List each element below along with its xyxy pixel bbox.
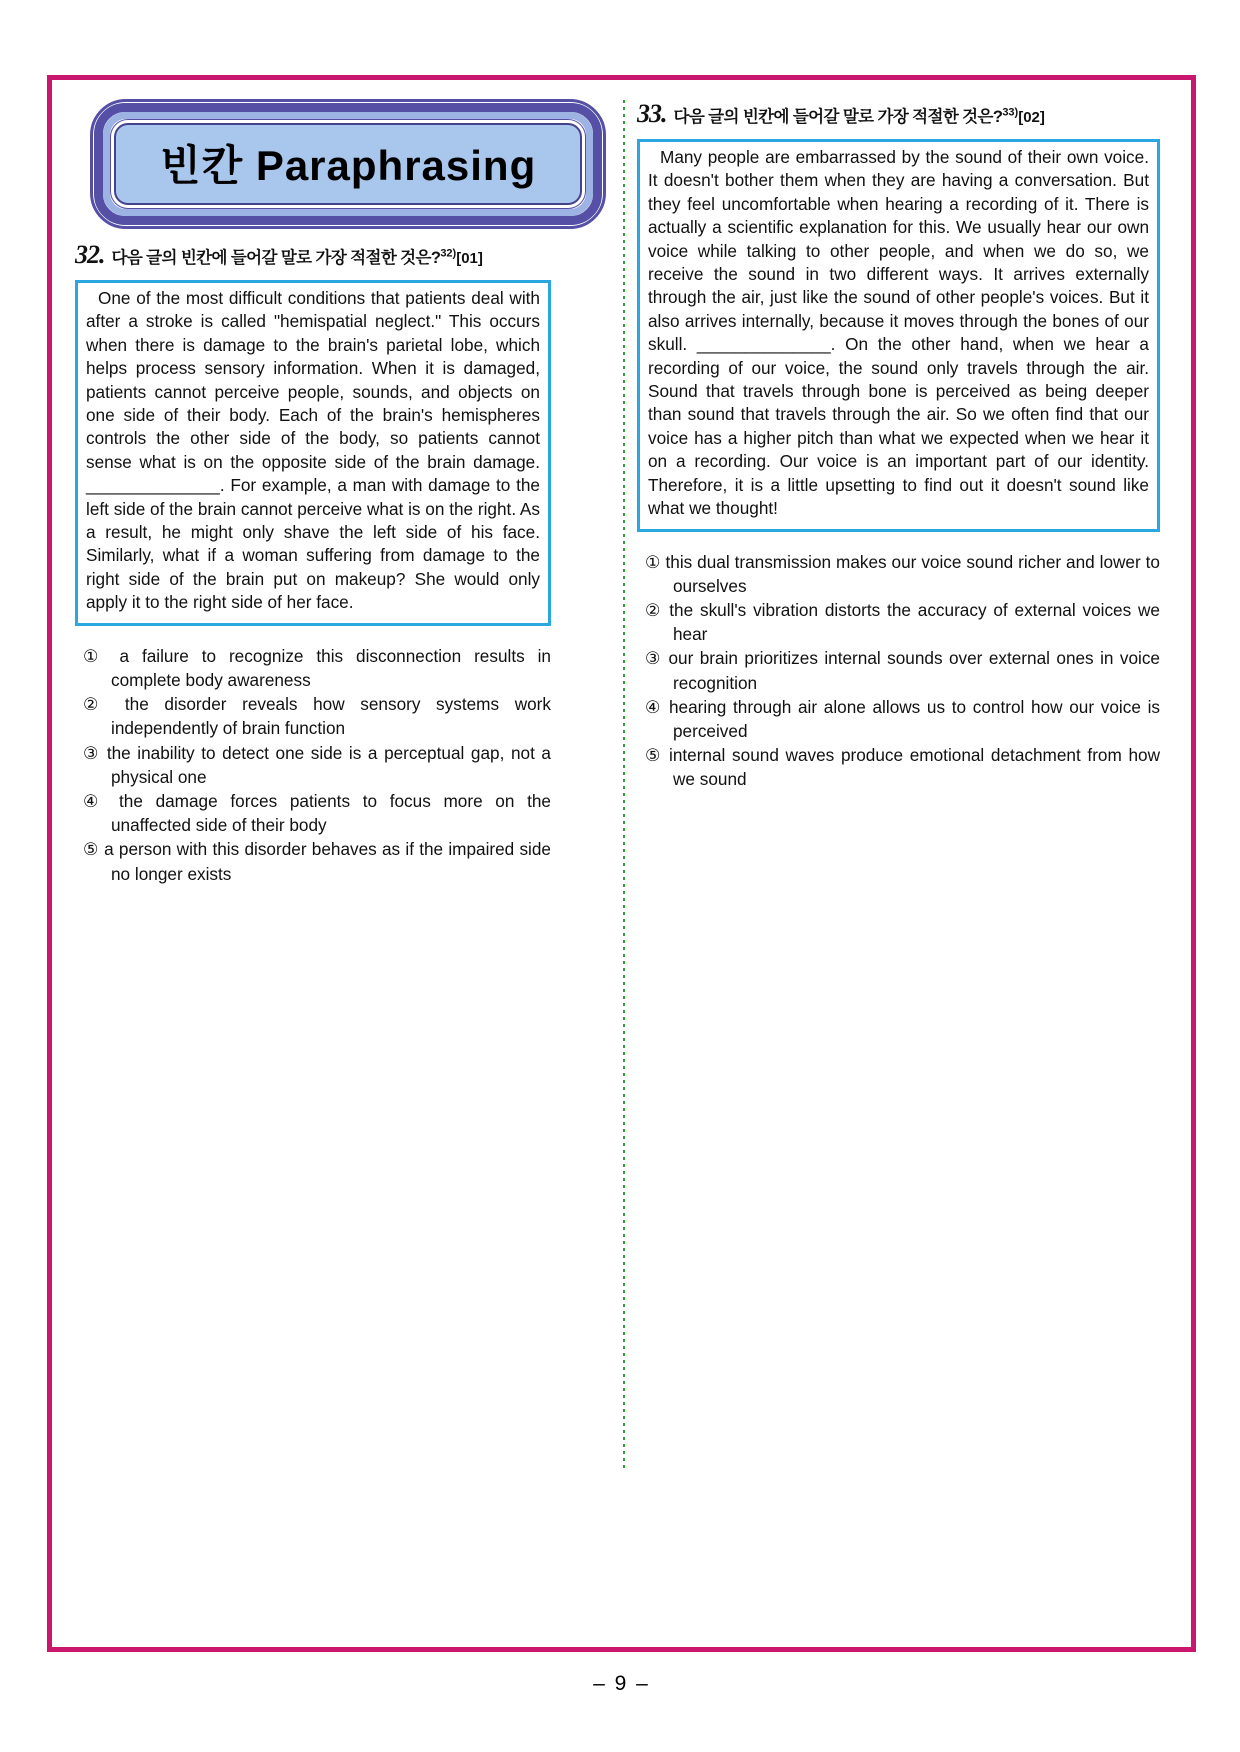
choice-item: [83, 692, 551, 740]
question-33-number: 33.: [637, 99, 667, 128]
question-33-source-tag: [02]: [1018, 109, 1045, 126]
question-33-passage-text: Many people are embarrassed by the sound of their own voice. It doesn't bother them when they are having a conversation. But they feel uncomfortable when hearing a recording of it. There is actually a scientific explanation for this. We usually hear our own voice while talking to other people, and when we do so, we receive the sound in two different ways. It arrives externally through the air, just like the sound of other people's voices. But it also arrives internally, because it moves through the bones of our skull. ______________. On the other hand, when we hear a recording of our voice, the sound only travels through the air. Sound that travels through bone is perceived as being deeper than sound that travels through the air. So we often find that our voice has a higher pitch than what we expected when we hear it on a recording. Our voice is an important part of our identity. Therefore, it is a little upsetting to find out it doesn't sound like what we thought!: [648, 147, 1149, 519]
question-32-source-tag: [01]: [456, 250, 483, 267]
choice-5-marker: ⑤: [645, 745, 663, 766]
choice-3-marker: ③: [83, 742, 101, 763]
choice-1-text: a failure to recognize this disconnection results in complete body awareness: [111, 645, 551, 690]
question-33-choices: [645, 550, 1160, 792]
choice-item: [645, 695, 1160, 743]
choice-4-text: hearing through air alone allows us to control how our voice is perceived: [669, 696, 1160, 741]
column-divider: [623, 100, 625, 1472]
page-title: 빈칸 Paraphrasing: [114, 123, 582, 205]
choice-1-marker: ①: [83, 645, 107, 666]
choice-item: [645, 598, 1160, 646]
choice-1-text: this dual transmission makes our voice sound richer and lower to ourselves: [665, 551, 1160, 596]
choice-item: [645, 743, 1160, 791]
choice-3-text: our brain prioritizes internal sounds over external ones in voice recognition: [668, 648, 1160, 693]
title-frame-thin: [110, 119, 586, 209]
question-32-prompt: 다음 글의 빈칸에 들어갈 말로 가장 적절한 것은?: [111, 249, 441, 267]
question-32-choices: [83, 644, 551, 886]
question-32-passage-text: One of the most difficult conditions that patients deal with after a stroke is called "hemispatial neglect." This occurs when there is damage to the brain's parietal lobe, which helps process sensory information. When it is damaged, patients cannot perceive people, sounds, and objects on one side of their body. Each of the brain's hemispheres controls the other side of the body, so patients cannot sense what is on the opposite side of the brain damage. ______________. For example, a man with damage to the left side of the brain cannot perceive what is on the right. As a result, he might only shave the left side of his face. Similarly, what if a woman suffering from damage to the right side of the brain put on makeup? She would only apply it to the right side of her face.: [86, 288, 540, 613]
choice-2-marker: ②: [83, 694, 110, 715]
choice-item: [83, 789, 551, 837]
choice-5-marker: ⑤: [83, 839, 99, 860]
choice-2-text: the skull's vibration distorts the accuracy of external voices we hear: [669, 599, 1160, 645]
title-frame-light: [103, 112, 593, 216]
choice-1-marker: ①: [645, 551, 661, 572]
page-title-box: [90, 99, 606, 229]
choice-3-text: the inability to detect one side is a perceptual gap, not a physical one: [106, 742, 551, 787]
question-33-header: [637, 99, 1160, 129]
choice-4-marker: ④: [83, 790, 107, 811]
question-33-passage-box: [637, 139, 1160, 532]
question-32-section: [75, 240, 551, 886]
question-33-section: [637, 99, 1160, 792]
title-frame-outer: [90, 99, 606, 229]
choice-item: [83, 741, 551, 789]
question-33-prompt: 다음 글의 빈칸에 들어갈 말로 가장 적절한 것은?: [673, 108, 1003, 126]
choice-3-marker: ③: [645, 648, 663, 669]
choice-5-text: internal sound waves produce emotional detachment from how we sound: [669, 745, 1160, 790]
choice-item: [83, 837, 551, 885]
title-frame-band: [94, 103, 602, 225]
page-number: – 9 –: [593, 1672, 650, 1695]
choice-item: [645, 646, 1160, 694]
question-32-number: 32.: [75, 240, 105, 269]
choice-4-marker: ④: [645, 696, 663, 717]
question-32-header: [75, 240, 551, 270]
choice-item: [645, 550, 1160, 598]
question-33-footnote-ref: 33): [1002, 106, 1019, 119]
question-32-passage-box: [75, 280, 551, 626]
choice-2-marker: ②: [645, 599, 663, 620]
question-32-footnote-ref: 32): [440, 247, 457, 260]
choice-item: [83, 644, 551, 692]
choice-5-text: a person with this disorder behaves as if the impaired side no longer exists: [104, 839, 551, 884]
choice-2-text: the disorder reveals how sensory systems work independently of brain function: [111, 694, 551, 739]
choice-4-text: the damage forces patients to focus more on the unaffected side of their body: [111, 790, 551, 836]
